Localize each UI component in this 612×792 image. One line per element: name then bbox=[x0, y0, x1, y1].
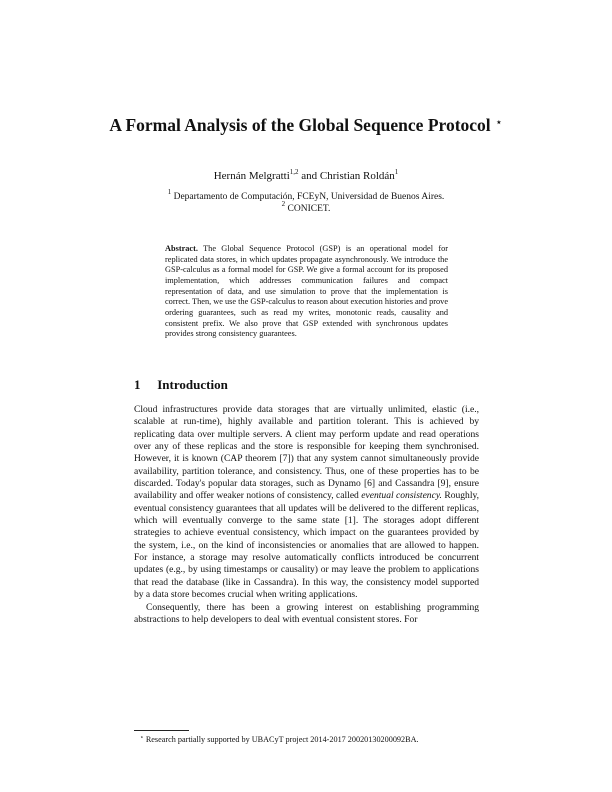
affiliations bbox=[100, 188, 512, 215]
abstract-label: Abstract. bbox=[165, 244, 198, 253]
affiliation-mark: 2 bbox=[281, 200, 286, 208]
paragraph-text: Roughly, eventual consistency guarantees that all updates will be delivered to the different replicas, which will eventually converge to the same state [1]. The storages adopt different strategies to achieve eventual consistency, which impact on the guarantees provided by the system, i.e., on the kind of inconsistencies or anomalies that are allowed to happen. For instance, a storage may resolve automatically conflicts introduced be concurrent updates (e.g., by using timestamps or causality) or may leave the problem to applications that read the database (like in Cassandra). In this way, the consistency model supported by a data store becomes crucial when writing applications. bbox=[134, 490, 480, 601]
title-footnote-mark: ⋆ bbox=[495, 115, 503, 129]
affiliation-text: CONICET. bbox=[287, 204, 331, 214]
section-number: 1 bbox=[134, 377, 141, 392]
paper-title-text: A Formal Analysis of the Global Sequence Protocol bbox=[109, 115, 491, 135]
author-name: Christian Roldán bbox=[319, 170, 395, 182]
paragraph bbox=[134, 404, 479, 602]
author-line bbox=[100, 170, 512, 182]
author-name: Hernán Melgratti bbox=[213, 170, 290, 182]
affiliation-text: Departamento de Computación, FCEyN, Universidad de Buenos Aires. bbox=[173, 192, 445, 202]
footnote-mark: ⋆ bbox=[140, 735, 144, 741]
affiliation-line bbox=[100, 188, 512, 203]
author-affiliation-mark: 1 bbox=[394, 168, 399, 176]
emphasis-text: eventual consistency. bbox=[361, 490, 442, 502]
author-affiliation-mark: 1,2 bbox=[289, 168, 299, 176]
footnote bbox=[134, 734, 485, 744]
section-heading bbox=[134, 377, 228, 393]
paper-title bbox=[100, 111, 512, 136]
abstract bbox=[165, 244, 448, 340]
affiliation-mark: 1 bbox=[167, 188, 172, 196]
affiliation-line bbox=[100, 200, 512, 215]
paragraph-text: Cloud infrastructures provide data storages that are virtually unlimited, elastic (i.e., scalable at run-time), highly available and partition tolerant. This is achieved by replicating data over multiple servers. A client may perform update and read operations over any of these replicas and the store is responsible for keeping them synchronised. However, it is known (CAP theorem [7]) that any system cannot simultaneously provide availability, partition tolerance, and consistency. Thus, one of these properties has to be discarded. Today's popular data storages, such as Dynamo [6] and Cassandra [9], ensure availability and offer weaker notions of consistency, called bbox=[134, 404, 479, 502]
section-title: Introduction bbox=[157, 377, 228, 392]
body-text bbox=[134, 404, 479, 626]
author-joiner: and bbox=[301, 170, 318, 182]
paragraph: Consequently, there has been a growing interest on establishing programming abstractions to help developers to deal with eventual consistent stores. For bbox=[134, 601, 479, 625]
footnote-rule bbox=[134, 730, 189, 731]
abstract-text: The Global Sequence Protocol (GSP) is an operational model for replicated data stores, in which updates propagate asynchronously. We introduce the GSP-calculus as a formal model for GSP. We give a formal account for its proposed implementation, which addresses communication failures and compact representation of data, and use simulation to prove that the implementation is correct. Then, we use the GSP-calculus to reason about execution histories and prove ordering guarantees, such as read my writes, monotonic reads, causality and consistent prefix. We also prove that GSP extended with synchronous updates provides strong consistency guarantees. bbox=[165, 244, 448, 339]
footnote-text: Research partially supported by UBACyT project 2014-2017 20020130200092BA. bbox=[145, 735, 419, 744]
